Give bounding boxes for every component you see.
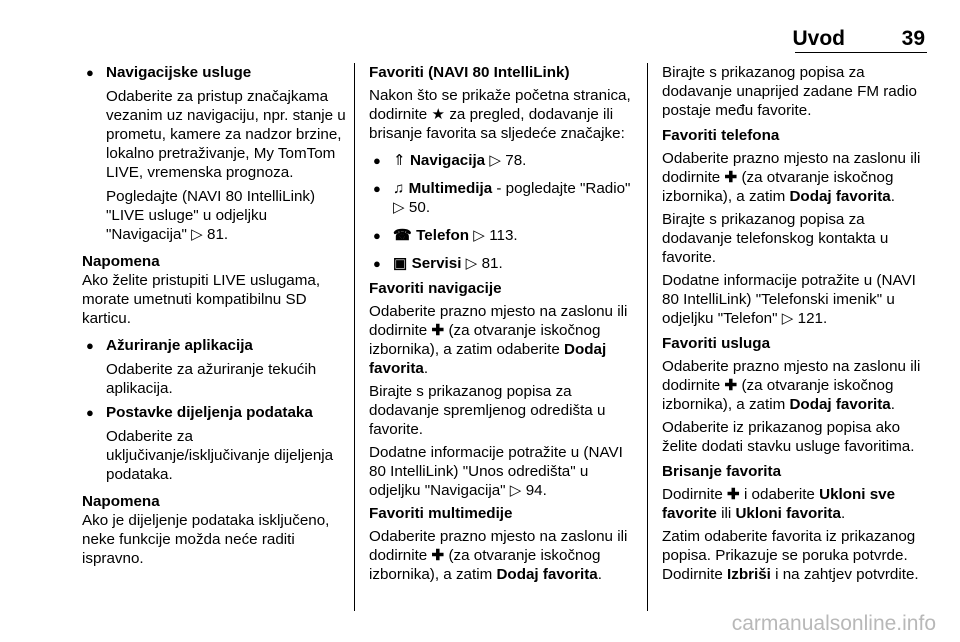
column-1 bbox=[82, 63, 348, 572]
paragraph: Zatim odaberite favorita iz prikazanog popisa. Prikazuje se poruka potvrde. Dodirnite Izbriši i na zahtjev potvrdite. bbox=[662, 528, 919, 583]
plus-icon: ✚ bbox=[431, 547, 445, 564]
paragraph: Birajte s prikazanog popisa za dodavanje unaprijed zadane FM radio postaje među favorite. bbox=[662, 64, 917, 119]
column-divider bbox=[354, 63, 355, 611]
section-heading: Favoriti telefona bbox=[662, 127, 780, 144]
paragraph: Odaberite prazno mjesto na zaslonu ili dodirnite ✚ (za otvaranje iskočnog izbornika), a zatim Dodaj favorita. bbox=[369, 528, 628, 583]
watermark: carmanualsonline.info bbox=[731, 612, 936, 635]
bullet-icon: ● bbox=[373, 256, 381, 271]
paragraph: Birajte s prikazanog popisa za dodavanje spremljenog odredišta u favorite. bbox=[369, 383, 606, 438]
navigation-icon: ⇑ bbox=[393, 152, 406, 169]
column-divider bbox=[647, 63, 648, 611]
page-ref-icon: ▷ bbox=[393, 199, 405, 216]
section-title: Uvod bbox=[792, 27, 845, 50]
bullet-icon: ● bbox=[373, 153, 381, 168]
plus-icon: ✚ bbox=[724, 377, 738, 394]
paragraph: Odaberite iz prikazanog popisa ako želite dodati stavku usluge favoritima. bbox=[662, 419, 915, 455]
services-icon: ▣ bbox=[393, 255, 408, 272]
section-heading: Favoriti (NAVI 80 IntelliLink) bbox=[369, 64, 570, 81]
section-heading: Favoriti usluga bbox=[662, 335, 771, 352]
note-text: Ako želite pristupiti LIVE uslugama, morate umetnuti kompatibilnu SD karticu. bbox=[82, 272, 321, 327]
page-header bbox=[0, 0, 960, 52]
page-ref-icon: ▷ bbox=[465, 255, 478, 272]
bullet-text: Odaberite za pristup značajkama vezanim uz navigaciju, npr. stanje u prometu, kamere za nadzor brzine, lokalno pretraživanje, My TomTom LIVE, vremenska prognoza. bbox=[106, 88, 346, 181]
star-icon: ★ bbox=[431, 106, 446, 123]
page-ref-icon: ▷ bbox=[473, 227, 485, 244]
paragraph: Odaberite prazno mjesto na zaslonu ili dodirnite ✚ (za otvaranje iskočnog izbornika), a zatim Dodaj favorita. bbox=[662, 358, 921, 413]
bullet-text: Odaberite za ažuriranje tekućih aplikacija. bbox=[106, 361, 317, 397]
paragraph: Odaberite prazno mjesto na zaslonu ili dodirnite ✚ (za otvaranje iskočnog izbornika), a zatim Dodaj favorita. bbox=[662, 150, 921, 205]
list-item: ● ☎ Telefon ▷ 113. bbox=[373, 227, 518, 244]
page-ref-icon: ▷ bbox=[191, 226, 203, 243]
page-ref-icon: ▷ bbox=[781, 310, 794, 327]
section-heading: Favoriti multimedije bbox=[369, 505, 513, 522]
section-heading: Favoriti navigacije bbox=[369, 280, 502, 297]
paragraph: Odaberite prazno mjesto na zaslonu ili dodirnite ✚ (za otvaranje iskočnog izbornika), a zatim odaberite Dodaj favorita. bbox=[369, 303, 628, 377]
note-heading: Napomena bbox=[82, 493, 160, 510]
list-item bbox=[82, 403, 348, 422]
paragraph: Dodirnite ✚ i odaberite Ukloni sve favorite ili Ukloni favorita. bbox=[662, 486, 896, 522]
bullet-text: Pogledajte (NAVI 80 IntelliLink) "LIVE usluge" u odjeljku "Navigacija" ▷ 81. bbox=[106, 188, 316, 243]
bullet-text: Odaberite za uključivanje/isključivanje dijeljenja podataka. bbox=[106, 428, 334, 483]
section-heading: Brisanje favorita bbox=[662, 463, 782, 480]
paragraph: Dodatne informacije potražite u (NAVI 80 IntelliLink) "Unos odredišta" u odjeljku "Navigacija" ▷ 94. bbox=[369, 444, 623, 499]
bullet-title: Postavke dijeljenja podataka bbox=[106, 404, 313, 421]
bullet-icon: ● bbox=[86, 65, 94, 80]
bullet-icon: ● bbox=[86, 338, 94, 353]
multimedia-icon: ♫ bbox=[393, 180, 405, 197]
list-item: ● ▣ Servisi ▷ 81. bbox=[373, 255, 503, 272]
column-2 bbox=[369, 63, 639, 588]
header-rule bbox=[795, 52, 927, 53]
list-item bbox=[82, 336, 348, 355]
bullet-icon: ● bbox=[373, 228, 381, 243]
bullet-title: Ažuriranje aplikacija bbox=[106, 337, 253, 354]
note-text: Ako je dijeljenje podataka isključeno, neke funkcije možda neće raditi ispravno. bbox=[82, 512, 330, 567]
list-item bbox=[82, 63, 348, 82]
paragraph: Dodatne informacije potražite u (NAVI 80 IntelliLink) "Telefonski imenik" u odjeljku "Telefon" ▷ 121. bbox=[662, 272, 916, 327]
plus-icon: ✚ bbox=[727, 486, 740, 503]
page-number: 39 bbox=[901, 27, 925, 50]
paragraph: Birajte s prikazanog popisa za dodavanje telefonskog kontakta u favorite. bbox=[662, 211, 889, 266]
list-item: ● ♫ Multimedija - pogledajte "Radio" ▷ 50. bbox=[373, 180, 631, 216]
bullet-title: Navigacijske usluge bbox=[106, 64, 252, 81]
column-3 bbox=[662, 63, 932, 588]
bullet-icon: ● bbox=[373, 181, 381, 196]
bullet-icon: ● bbox=[86, 405, 94, 420]
note-heading: Napomena bbox=[82, 253, 160, 270]
plus-icon: ✚ bbox=[724, 169, 738, 186]
list-item: ● ⇑ Navigacija ▷ 78. bbox=[373, 152, 527, 169]
paragraph: Nakon što se prikaže početna stranica, dodirnite ★ za pregled, dodavanje ili brisanje favorita sa sljedeće značajke: bbox=[369, 87, 631, 142]
page-ref-icon: ▷ bbox=[509, 482, 522, 499]
phone-icon: ☎ bbox=[393, 227, 412, 244]
plus-icon: ✚ bbox=[431, 322, 445, 339]
page-ref-icon: ▷ bbox=[489, 152, 502, 169]
